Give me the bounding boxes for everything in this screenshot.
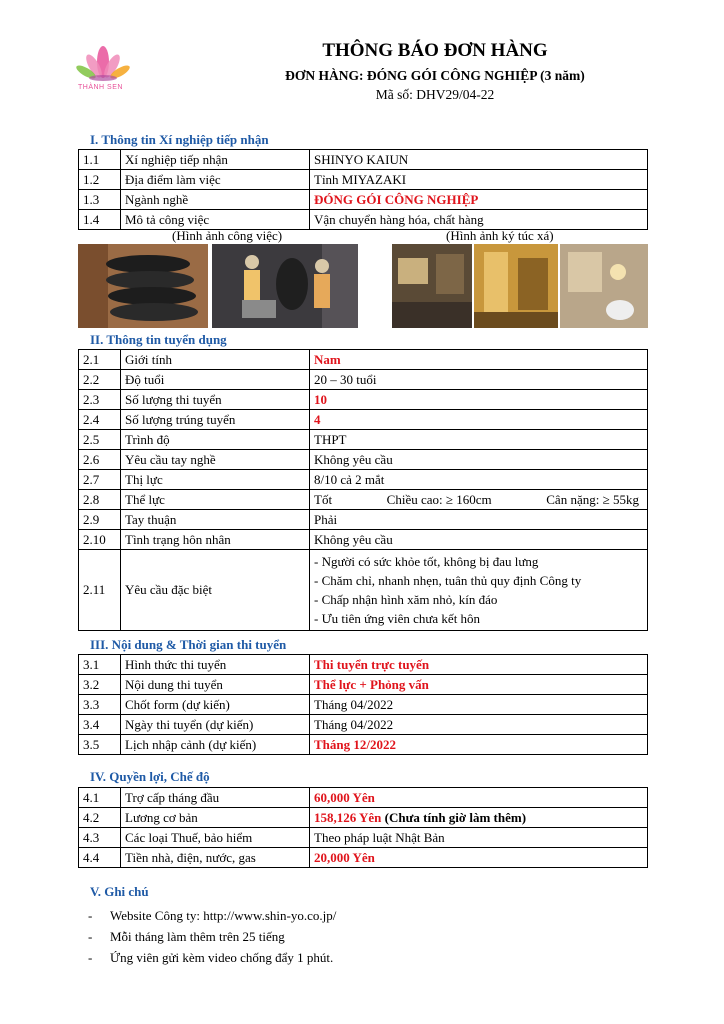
row-label: Nội dung thi tuyển [121,675,310,695]
order-code: Mã số: DHV29/04-22 [375,87,495,102]
row-number: 2.7 [79,470,121,490]
row-number: 2.4 [79,410,121,430]
row-label: Yêu cầu tay nghề [121,450,310,470]
work-photo-workers [212,244,358,328]
row-value: 60,000 Yên [310,788,648,808]
row-label: Trình độ [121,430,310,450]
table-row [79,350,648,370]
row-label: Số lượng trúng tuyển [121,410,310,430]
row-label: Tiền nhà, điện, nước, gas [121,848,310,868]
row-label: Các loại Thuế, bảo hiểm [121,828,310,848]
salary-value: 158,126 Yên [314,809,382,825]
dorm-photo-bedroom [392,244,472,328]
row-number: 4.2 [79,808,121,828]
table-row [79,510,648,530]
row-number: 2.5 [79,430,121,450]
dorm-photo-hallway [474,244,558,328]
table-row [79,828,648,848]
weight-requirement: Cân nặng: ≥ 55kg [546,491,639,507]
row-value: Theo pháp luật Nhật Bản [310,828,648,848]
row-value: SHINYO KAIUN [310,150,648,170]
table-row [79,848,648,868]
row-value: Tháng 04/2022 [310,715,648,735]
table-row [79,788,648,808]
row-label: Chốt form (dự kiến) [121,695,310,715]
row-value: Thi tuyển trực tuyến [310,655,648,675]
row-number: 3.5 [79,735,121,755]
salary-note: (Chưa tính giờ làm thêm) [384,809,527,825]
row-value [310,490,648,510]
table-row [79,808,648,828]
table-row [79,655,648,675]
row-number: 2.2 [79,370,121,390]
row-number: 2.11 [79,550,121,631]
row-label: Trợ cấp tháng đầu [121,788,310,808]
row-value: Phải [310,510,648,530]
row-number: 3.3 [79,695,121,715]
row-value [310,808,648,828]
row-value: 4 [310,410,648,430]
row-number: 2.1 [79,350,121,370]
page-title: THÔNG BÁO ĐƠN HÀNG [322,40,548,61]
row-number: 2.6 [79,450,121,470]
row-label: Số lượng thi tuyển [121,390,310,410]
row-number: 4.1 [79,788,121,808]
list-item: - Ứng viên gửi kèm video chống đẩy 1 phút. [88,950,334,965]
row-label: Ngành nghề [121,190,310,210]
section-2-table [78,349,648,631]
section-1-heading: I. Thông tin Xí nghiệp tiếp nhận [90,132,269,147]
section-3-heading: III. Nội dung & Thời gian thi tuyển [90,637,287,652]
section-5-heading: V. Ghi chú [90,884,149,899]
row-value: Nam [310,350,648,370]
list-item: - Mỗi tháng làm thêm trên 25 tiếng [88,929,285,944]
row-number: 1.4 [79,210,121,230]
row-label: Độ tuổi [121,370,310,390]
row-label: Hình thức thi tuyển [121,655,310,675]
note-text: Website Công ty: http://www.shin-yo.co.jp/ [110,908,337,923]
row-number: 4.4 [79,848,121,868]
table-row [79,150,648,170]
row-value: Không yêu cầu [310,450,648,470]
row-label: Thể lực [121,490,310,510]
row-label: Yêu cầu đặc biệt [121,550,310,631]
section-1-table [78,149,648,230]
table-row [79,370,648,390]
table-row [79,530,648,550]
row-number: 2.10 [79,530,121,550]
row-value [310,550,648,631]
table-row [79,470,648,490]
row-label: Tay thuận [121,510,310,530]
row-number: 1.3 [79,190,121,210]
height-requirement: Chiều cao: ≥ 160cm [386,491,492,507]
table-row [79,675,648,695]
notes-list [88,905,336,968]
section-3-table [78,654,648,755]
special-requirement: - Ưu tiên ứng viên chưa kết hôn [314,611,481,626]
table-row [79,450,648,470]
row-value: Tháng 12/2022 [310,735,648,755]
note-text: Ứng viên gửi kèm video chống đẩy 1 phút. [110,950,334,965]
dorm-photo-bathroom [560,244,648,328]
row-value: Vận chuyển hàng hóa, chất hàng [310,210,648,230]
work-images-caption: (Hình ảnh công việc) [172,228,283,243]
row-number: 4.3 [79,828,121,848]
row-label: Thị lực [121,470,310,490]
page-subtitle: ĐƠN HÀNG: ĐÓNG GÓI CÔNG NGHIỆP (3 năm) [285,68,585,83]
table-row [79,190,648,210]
special-requirement: - Chăm chỉ, nhanh nhẹn, tuân thủ quy định Công ty [314,573,582,588]
row-value: Tháng 04/2022 [310,695,648,715]
logo-text: THÀNH SEN [78,84,123,91]
row-value: 8/10 cả 2 mắt [310,470,648,490]
fitness-value: Tốt [314,491,333,507]
row-label: Địa điểm làm việc [121,170,310,190]
table-row [79,430,648,450]
section-4-heading: IV. Quyền lợi, Chế độ [90,769,210,784]
row-number: 1.2 [79,170,121,190]
section-2-heading: II. Thông tin tuyển dụng [90,332,227,347]
row-value: ĐÓNG GÓI CÔNG NGHIỆP [310,190,648,210]
table-row [79,550,648,631]
row-label: Tình trạng hôn nhân [121,530,310,550]
note-text: Mỗi tháng làm thêm trên 25 tiếng [110,929,285,944]
special-requirement: - Người có sức khỏe tốt, không bị đau lưng [314,554,539,569]
table-row [79,735,648,755]
row-value: Tỉnh MIYAZAKI [310,170,648,190]
table-row [79,695,648,715]
row-value: THPT [310,430,648,450]
table-row [79,410,648,430]
table-row [79,210,648,230]
list-item: - Website Công ty: http://www.shin-yo.co.jp/ [88,908,337,923]
row-value: 20,000 Yên [310,848,648,868]
row-label: Xí nghiệp tiếp nhận [121,150,310,170]
table-row [79,390,648,410]
work-photo-tires [78,244,208,328]
row-value: 10 [310,390,648,410]
row-label: Mô tả công việc [121,210,310,230]
table-row [79,170,648,190]
table-row [79,490,648,510]
table-row [79,715,648,735]
row-number: 2.9 [79,510,121,530]
row-label: Lịch nhập cảnh (dự kiến) [121,735,310,755]
row-number: 3.1 [79,655,121,675]
row-number: 1.1 [79,150,121,170]
row-number: 3.2 [79,675,121,695]
row-number: 2.3 [79,390,121,410]
row-number: 2.8 [79,490,121,510]
row-label: Lương cơ bản [121,808,310,828]
row-number: 3.4 [79,715,121,735]
row-label: Giới tính [121,350,310,370]
row-label: Ngày thi tuyển (dự kiến) [121,715,310,735]
row-value: 20 – 30 tuổi [310,370,648,390]
row-value: Thể lực + Phỏng vấn [310,675,648,695]
special-requirement: - Chấp nhận hình xăm nhỏ, kín đáo [314,592,498,607]
row-value: Không yêu cầu [310,530,648,550]
dorm-images-caption: (Hình ảnh ký túc xá) [446,228,554,243]
section-4-table [78,787,648,868]
